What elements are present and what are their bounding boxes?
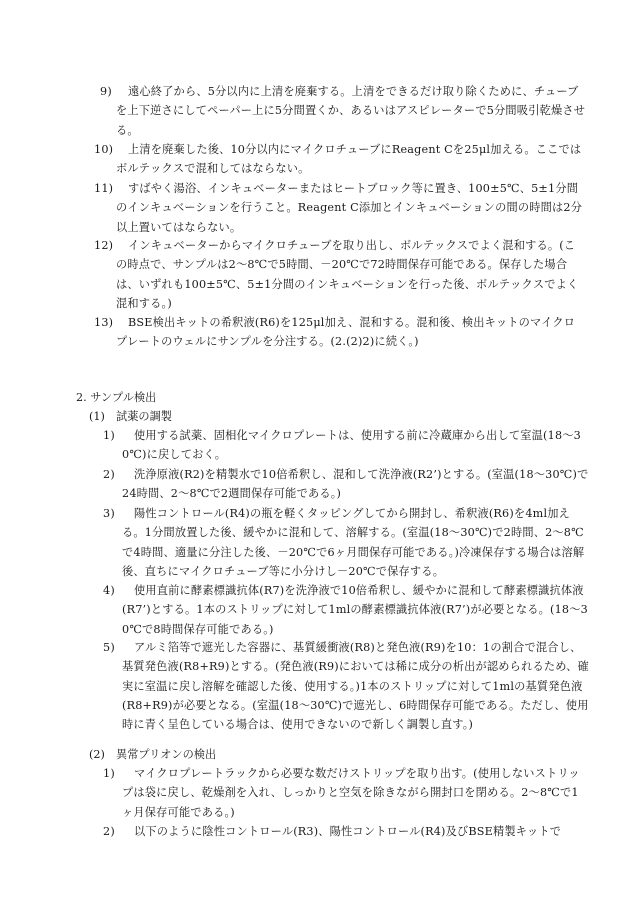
reagent-step-1 xyxy=(103,426,590,465)
step-text: 洗浄原液(R2)を精製水で10倍希釈し、混和して洗浄液(R2’)とする。(室温(18～30℃)で24時間、2～8℃で2週間保存可能である。) xyxy=(122,468,589,501)
step-text: 陽性コントロール(R4)の瓶を軽くタッピングしてから開封し、希釈液(R6)を4ml加える。1分間放置した後、緩やかに混和して、溶解する。(室温(18～30℃)で2時間、2～8℃で4時間、適量に分注した後、－20℃で6ヶ月間保存可能である。)冷凍保存する場合は溶解後、直ちにマイクロチューブ等に小分けし－20℃で保存する。 xyxy=(122,507,585,578)
section-title: 2. サンプル検出 xyxy=(76,391,157,404)
step-text: 遠心終了から、5分以内に上清を廃棄する。上清をできるだけ取り除くために、チューブを上下逆さにしてペーパー上に5分間置くか、あるいはアスピレーターで5分間吸引乾燥させる。 xyxy=(116,85,586,137)
step-12 xyxy=(94,236,586,313)
step-text: アルミ箔等で遮光した容器に、基質緩衝液(R8)と発色液(R9)を10：1の割合で混合し、基質発色液(R8+R9)とする。(発色液(R9)においては稀に成分の析出が認められるため、確実に室温に戻し溶解を確認した後、使用する。)1本のストリップに対して1mlの基質発色液(R8+R9)が必要となる。(室温(18～30℃)で遮光し、6時間保存可能である。ただし、使用時に青く呈色している場合は、使用できないので新しく調製し直す。) xyxy=(122,641,589,732)
step-text: インキュベーターからマイクロチューブを取り出し、ボルテックスでよく混和する。(この時点で、サンプルは2～8℃で5時間、－20℃で72時間保存可能である。保存した場合は、いずれも100±5℃、5±1分間のインキュベーションを行った後、ボルテックスでよく混和する。) xyxy=(116,239,579,310)
reagent-step-5 xyxy=(103,638,590,734)
step-number: 4) xyxy=(103,584,115,597)
step-11 xyxy=(94,179,586,237)
step-number: 2) xyxy=(103,468,115,481)
step-text: すばやく湯浴、インキュベーターまたはヒートブロック等に置き、100±5℃、5±1分間のインキュベーションを行うこと。Reagent C添加とインキュベーションの間の時間は2分以上置いてはならない。 xyxy=(116,182,583,234)
step-number: 1) xyxy=(103,429,115,442)
step-number: 13) xyxy=(94,316,114,329)
step-number: 3) xyxy=(103,507,115,520)
step-9 xyxy=(100,82,586,140)
step-number: 1) xyxy=(103,767,115,780)
reagent-step-4 xyxy=(103,581,590,639)
step-number: 12) xyxy=(94,239,114,252)
reagent-step-3 xyxy=(103,504,590,581)
step-text: 使用する試薬、固相化マイクロプレートは、使用する前に冷蔵庫から出して室温(18～30℃)に戻しておく。 xyxy=(122,429,581,462)
detection-step-2 xyxy=(103,822,590,841)
step-number: 5) xyxy=(103,641,115,654)
step-number: 9) xyxy=(100,85,112,98)
step-10 xyxy=(94,140,586,179)
step-text: BSE検出キットの希釈液(R6)を125μl加え、混和する。混和後、検出キットのマイクロプレートのウェルにサンプルを分注する。(2.(2)2)に続く。) xyxy=(116,316,576,349)
step-text: マイクロプレートラックから必要な数だけストリップを取り出す。(使用しないストリップは袋に戻し、乾燥剤を入れ、しっかりと空気を除きながら開封口を閉める。2～8℃で1ヶ月保存可能である。) xyxy=(122,767,580,819)
step-text: 以下のように陰性コントロール(R3)、陽性コントロール(R4)及びBSE精製キットで xyxy=(134,825,562,838)
step-13 xyxy=(94,313,586,352)
reagent-step-2 xyxy=(103,465,590,504)
step-text: 上清を廃棄した後、10分以内にマイクロチューブにReagent Cを25μl加える。ここではボルテックスで混和してはならない。 xyxy=(116,143,582,176)
subsection-title-reagents: (1) 試薬の調製 xyxy=(89,410,172,423)
step-number: 2) xyxy=(103,825,115,838)
step-number: 11) xyxy=(94,182,114,195)
subsection-title-detection: (2) 異常プリオンの検出 xyxy=(89,748,217,761)
step-text: 使用直前に酵素標識抗体(R7)を洗浄液で10倍希釈し、緩やかに混和して酵素標識抗体液(R7’)とする。1本のストリップに対して1mlの酵素標識抗体液(R7’)が必要となる。(18～30℃で8時間保存可能である。) xyxy=(122,584,588,636)
detection-step-1 xyxy=(103,764,590,822)
step-number: 10) xyxy=(94,143,114,156)
